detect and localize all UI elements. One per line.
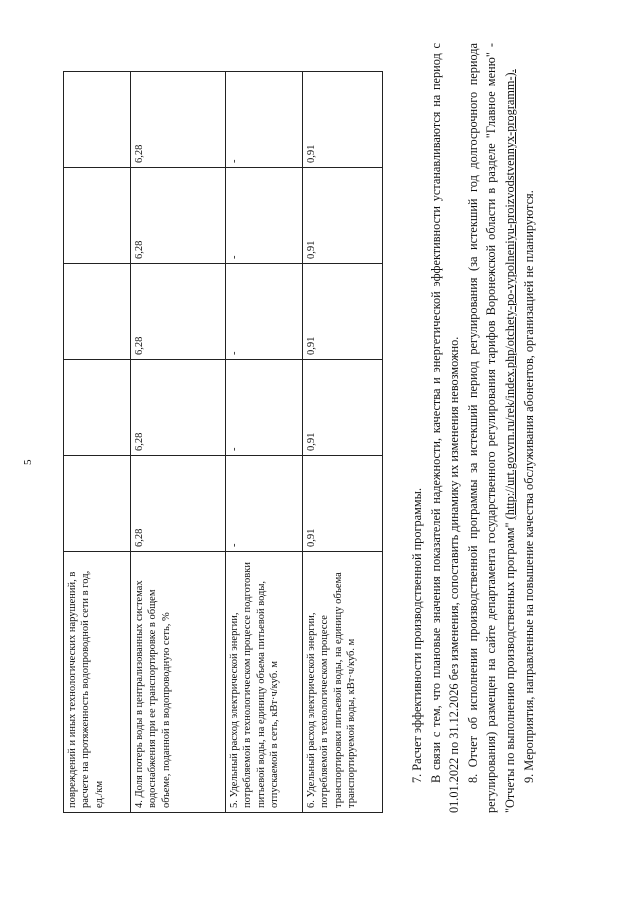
table-cell-label: повреждений и иных технологических нарушений, в расчете на протяженность водопроводной сети в год, ед./км: [64, 552, 131, 813]
table-cell-value: [64, 168, 131, 264]
indicators-table: [63, 71, 383, 813]
section-8-link[interactable]: (http://urt.govvrn.ru/rek/index.php/otchety-po-vypolneniyu-proizvodstvennyx-programm-).: [502, 69, 517, 520]
table-cell-value: 0,91: [303, 72, 383, 168]
section-7-paragraph: В связи с тем, что плановые значения показателей надежности, качества и энергетической эффективности устанавливаются на период с 01.01.2022 по 31.12.2026 без изменения, сопоставить динамику их изменения невозможно.: [428, 43, 462, 813]
table-row: [226, 72, 303, 813]
section-8-paragraph: [464, 43, 520, 813]
table-cell-value: -: [226, 264, 303, 360]
page-number: 5: [22, 459, 34, 465]
table-cell-value: -: [226, 456, 303, 552]
body-text: [408, 43, 538, 813]
table-cell-value: [64, 264, 131, 360]
table-cell-value: 0,91: [303, 456, 383, 552]
section-7-heading: 7. Расчет эффективности производственной программы.: [410, 487, 424, 783]
table-row: [303, 72, 383, 813]
table-cell-label: 4. Доля потерь воды в централизованных системах водоснабжения при ее транспортировке в общем объеме, поданной в водопроводную сеть, %: [131, 552, 226, 813]
table-cell-value: 6,28: [131, 168, 226, 264]
table-cell-value: -: [226, 168, 303, 264]
table-cell-value: [64, 360, 131, 456]
table-cell-value: 0,91: [303, 360, 383, 456]
table-cell-value: 0,91: [303, 168, 383, 264]
table-cell-value: 0,91: [303, 264, 383, 360]
table-cell-label: 5. Удельный расход электрической энергии, потребляемой в технологическом процессе подготовки питьевой воды, на единицу объема питьевой воды, отпускаемой в сеть, кВт·ч/куб. м: [226, 552, 303, 813]
section-9-paragraph: 9. Мероприятия, направленные на повышение качества обслуживания абонентов, организацией не планируются.: [521, 190, 536, 783]
table-cell-value: 6,28: [131, 72, 226, 168]
table-cell-value: 6,28: [131, 456, 226, 552]
table-row: [64, 72, 131, 813]
section-8-text: 8. Отчет об исполнении производственной программы за истекший период регулирования (за истекший год долгосрочного периода регулирования) размещен на сайте департамента государственного регулирования тарифов Воронежской области в разделе "Главное меню" - "Отчеты по выполнению производственных программ": [465, 43, 517, 813]
table-cell-value: [64, 72, 131, 168]
table-cell-value: 6,28: [131, 264, 226, 360]
table-row: [131, 72, 226, 813]
table-cell-label: 6. Удельный расход электрической энергии, потребляемой в технологическом процессе транспортировки питьевой воды, на единицу объема транспортируемой воды, кВт·ч/куб. м: [303, 552, 383, 813]
table-cell-value: [64, 456, 131, 552]
table-cell-value: -: [226, 360, 303, 456]
table-cell-value: -: [226, 72, 303, 168]
table-cell-value: 6,28: [131, 360, 226, 456]
